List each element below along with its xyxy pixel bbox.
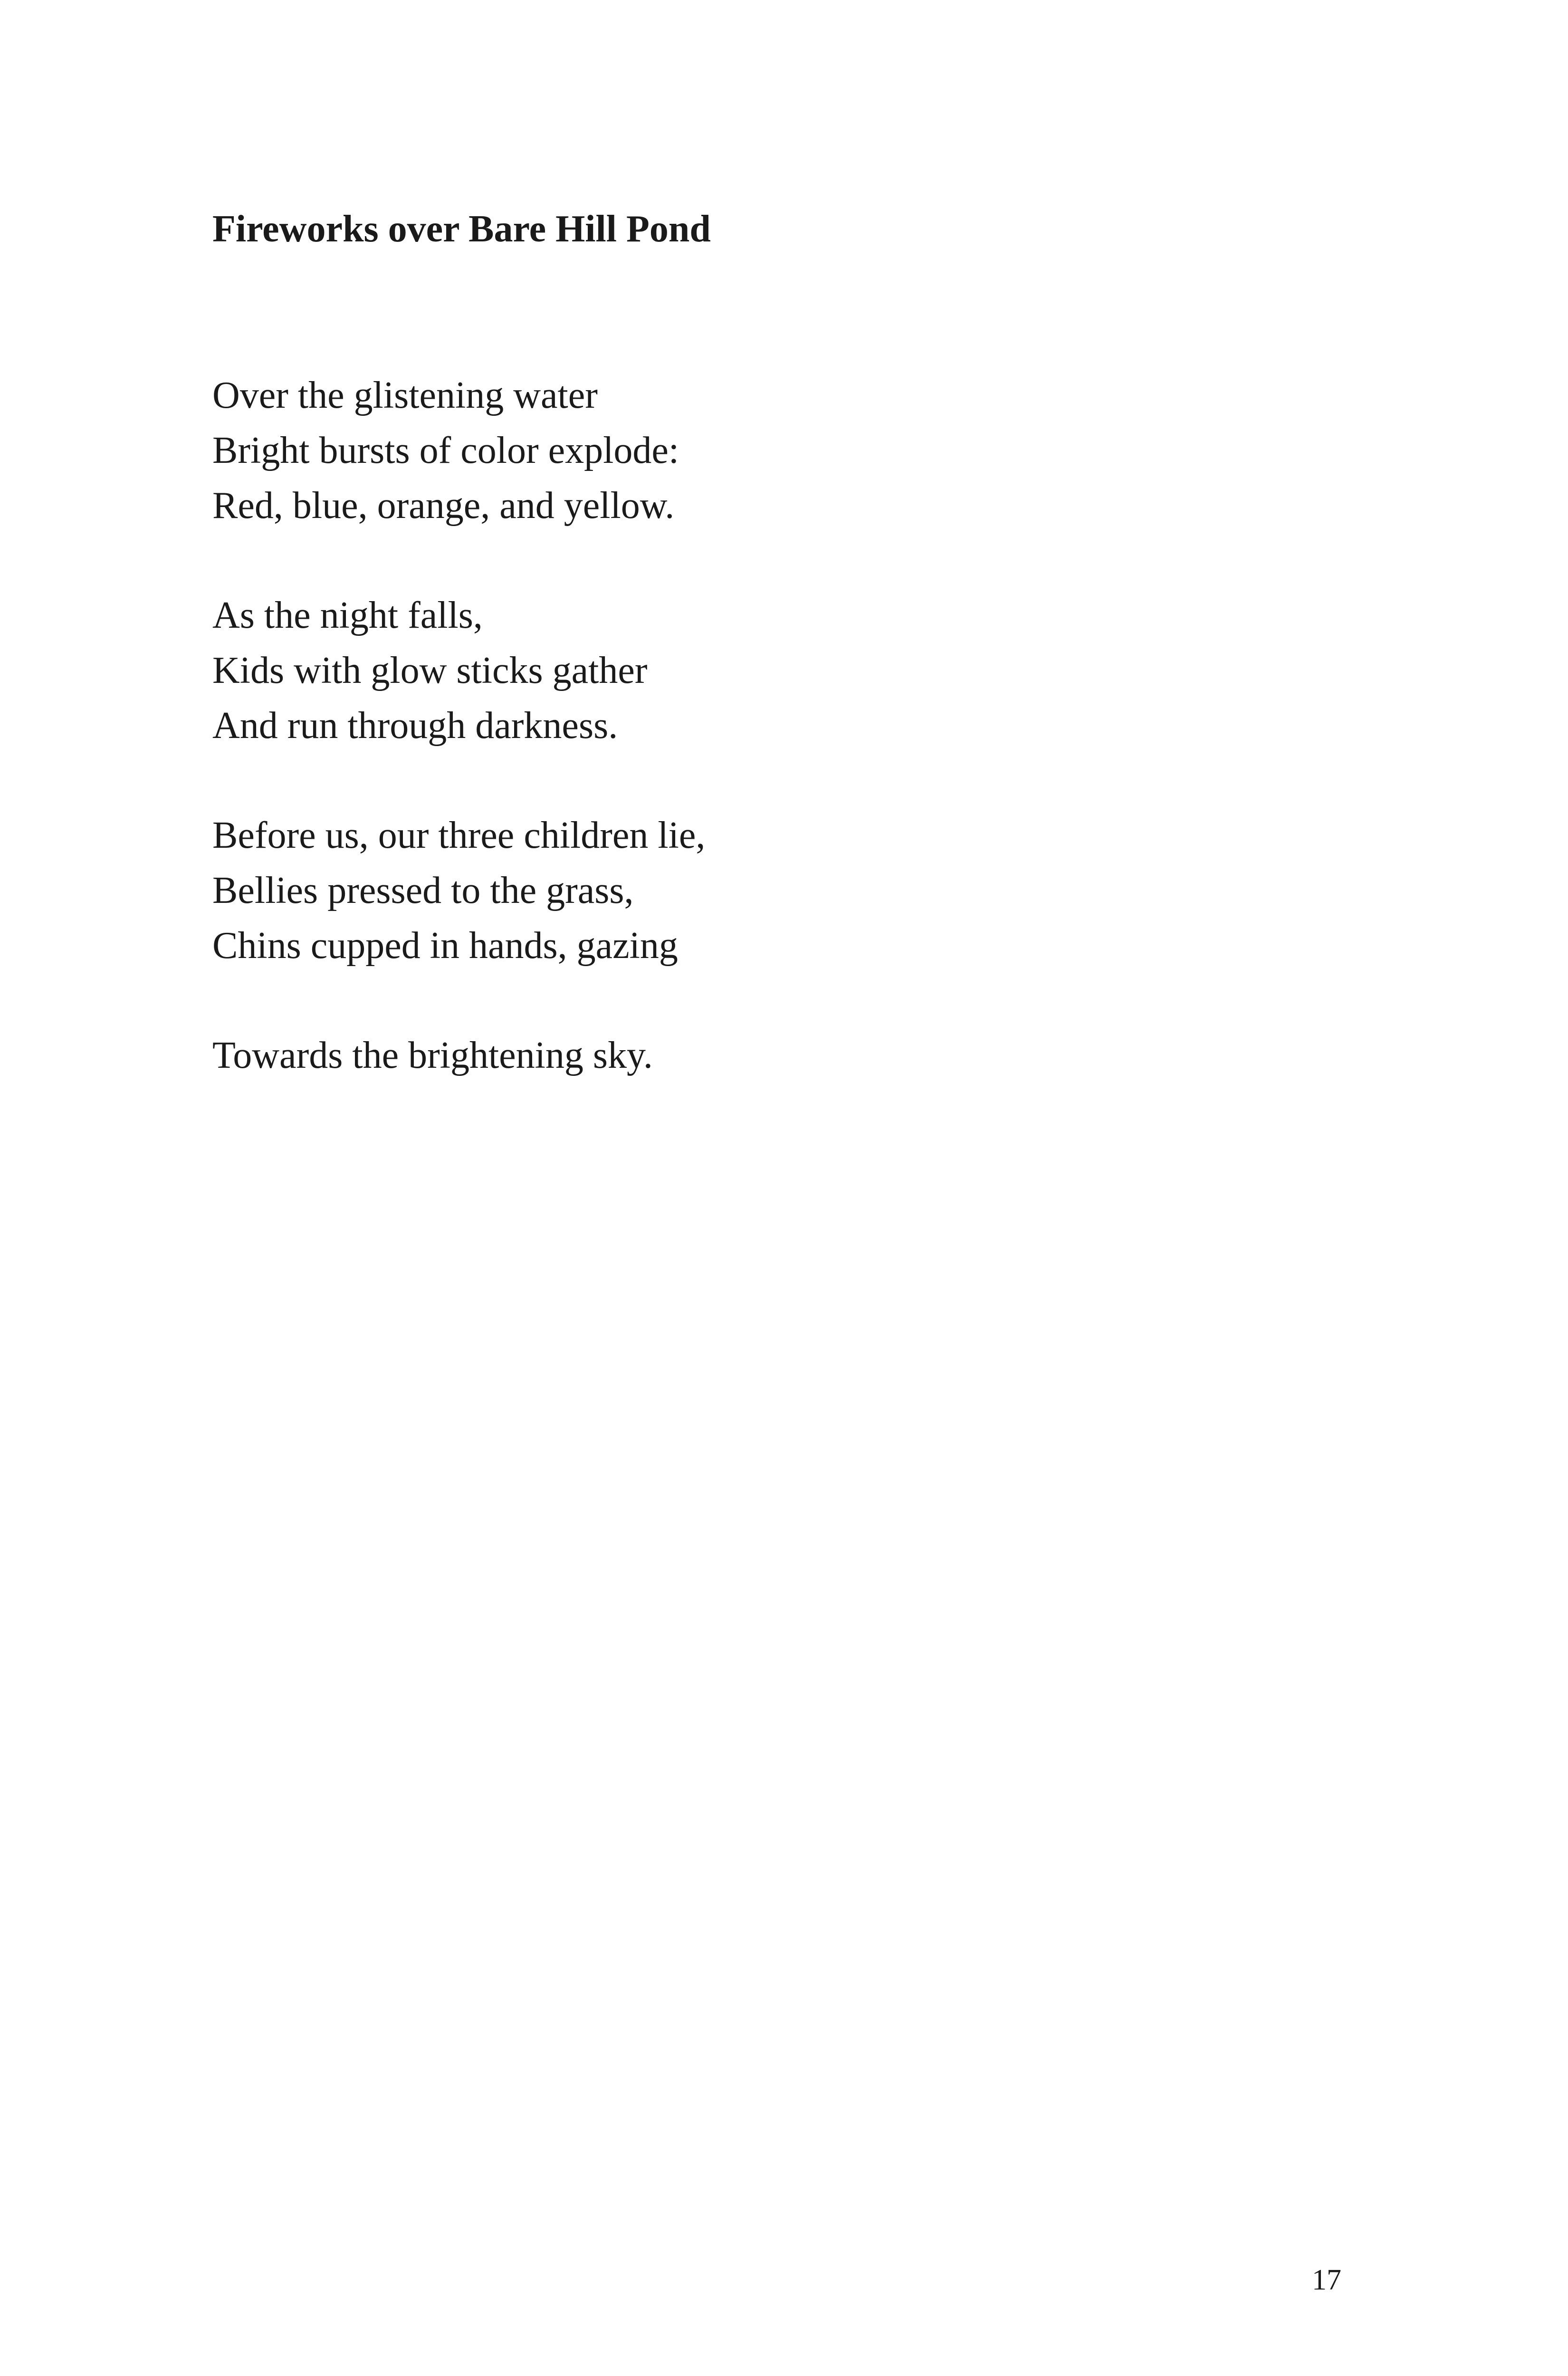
- poem-line: Bright bursts of color explode:: [212, 430, 679, 471]
- stanza: [212, 1028, 653, 1083]
- poem-line: Over the glistening water: [212, 374, 598, 416]
- poem-line: Before us, our three children lie,: [212, 814, 706, 856]
- stanza: [212, 808, 705, 973]
- poem-line: As the night falls,: [212, 594, 483, 636]
- stanza: [212, 588, 647, 753]
- stanza: [212, 368, 679, 533]
- poem-line: Kids with glow sticks gather: [212, 650, 648, 691]
- poem-line: Red, blue, orange, and yellow.: [212, 485, 675, 527]
- poem-line: Towards the brightening sky.: [212, 1035, 653, 1076]
- poem-line: And run through darkness.: [212, 705, 618, 747]
- page-number: 17: [1312, 2264, 1341, 2296]
- poem-line: Bellies pressed to the grass,: [212, 870, 634, 911]
- poem-line: Chins cupped in hands, gazing: [212, 925, 678, 967]
- poem-title: Fireworks over Bare Hill Pond: [212, 208, 711, 250]
